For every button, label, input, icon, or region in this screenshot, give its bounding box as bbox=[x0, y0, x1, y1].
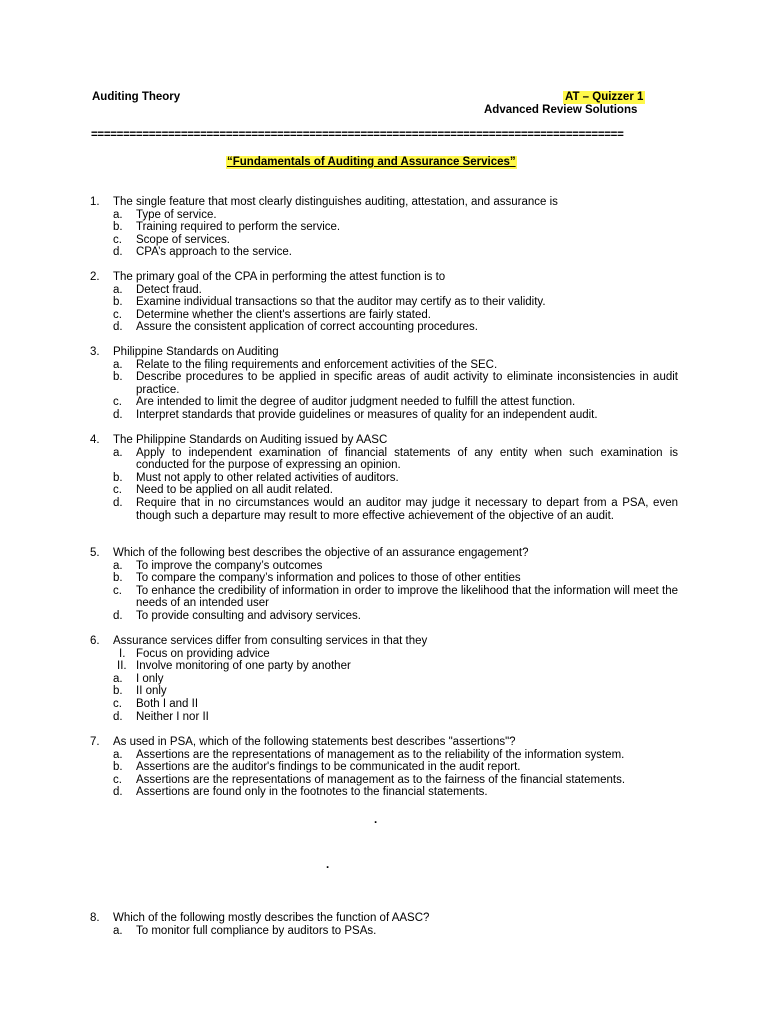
question-number: 2. bbox=[90, 271, 100, 283]
question-6 bbox=[90, 635, 678, 723]
question-text: As used in PSA, which of the following statements best describes "assertions"? bbox=[113, 736, 516, 748]
question-text: Philippine Standards on Auditing bbox=[113, 346, 279, 358]
answer-option: b. To compare the company’s information and polices to those of other entities bbox=[113, 572, 521, 585]
question-number: 3. bbox=[90, 346, 100, 358]
question-text: Assurance services differ from consulting services in that they bbox=[113, 635, 428, 647]
answer-option: c. Assertions are the representations of management as to the fairness of the financial statements. bbox=[113, 773, 626, 786]
answer-option: b. Must not apply to other related activities of auditors. bbox=[113, 471, 399, 484]
separator-rule: =================================================================================== bbox=[91, 129, 624, 141]
answer-option: c. To enhance the credibility of information in order to improve the likelihood that the information will meet the needs of an intended user bbox=[113, 584, 678, 610]
question-stem bbox=[90, 434, 678, 447]
question-text: Which of the following mostly describes the function of AASC? bbox=[113, 912, 430, 924]
statement-option: I. Focus on providing advice bbox=[119, 647, 270, 660]
question-number: 7. bbox=[90, 736, 100, 748]
subject-heading: Auditing Theory bbox=[92, 91, 181, 103]
answer-option: c. Both I and II bbox=[113, 697, 199, 710]
question-stem bbox=[90, 736, 678, 749]
publisher-name: Advanced Review Solutions bbox=[484, 104, 638, 116]
question-7 bbox=[90, 736, 678, 799]
answer-option: a. Apply to independent examination of financial statements of any entity when such examination is conducted for the purpose of expressing an opinion. bbox=[113, 446, 678, 472]
answer-option: a. Type of service. bbox=[113, 208, 217, 221]
answer-option: d. Interpret standards that provide guidelines or measures of quality for an independent audit. bbox=[113, 408, 598, 421]
question-1 bbox=[90, 196, 678, 259]
quiz-title: AT – Quizzer 1 bbox=[565, 91, 644, 103]
answer-option: c. Are intended to limit the degree of auditor judgment needed to fulfill the attest function. bbox=[113, 396, 576, 409]
question-number: 8. bbox=[90, 912, 100, 924]
answer-option: a. Detect fraud. bbox=[113, 283, 202, 296]
question-stem bbox=[90, 271, 678, 284]
document-title: “Fundamentals of Auditing and Assurance Services” bbox=[227, 156, 516, 168]
question-3 bbox=[90, 346, 678, 422]
stray-dot: . bbox=[326, 859, 330, 871]
question-number: 6. bbox=[90, 635, 100, 647]
question-number: 1. bbox=[90, 196, 100, 208]
answer-option: d. Assertions are found only in the footnotes to the financial statements. bbox=[113, 786, 488, 799]
answer-option: a. Relate to the filing requirements and enforcement activities of the SEC. bbox=[113, 358, 498, 371]
answer-option: c. Determine whether the client's assertions are fairly stated. bbox=[113, 308, 431, 321]
answer-option: d. Require that in no circumstances would an auditor may judge it necessary to depart from a PSA, even though such a departure may result to more effective achievement of the objective of an audit. bbox=[113, 496, 678, 522]
question-stem bbox=[90, 346, 678, 359]
answer-option: c. Need to be applied on all audit related. bbox=[113, 484, 333, 497]
question-stem bbox=[90, 196, 678, 209]
answer-option: d. Assure the consistent application of correct accounting procedures. bbox=[113, 321, 478, 334]
answer-option: a. To monitor full compliance by auditors to PSAs. bbox=[113, 924, 377, 937]
question-number: 4. bbox=[90, 434, 100, 446]
question-5 bbox=[90, 547, 678, 623]
answer-option: a. I only bbox=[113, 672, 164, 685]
question-number: 5. bbox=[90, 547, 100, 559]
answer-option: c. Scope of services. bbox=[113, 233, 230, 246]
question-text: The single feature that most clearly distinguishes auditing, attestation, and assurance is bbox=[113, 196, 558, 208]
question-8 bbox=[90, 912, 678, 937]
answer-option: d. To provide consulting and advisory services. bbox=[113, 609, 362, 622]
question-text: The Philippine Standards on Auditing issued by AASC bbox=[113, 434, 388, 446]
answer-option: a. Assertions are the representations of management as to the reliability of the information system. bbox=[113, 748, 625, 761]
question-stem bbox=[90, 912, 678, 925]
question-4 bbox=[90, 434, 678, 522]
stray-dot: . bbox=[374, 814, 378, 826]
answer-option: b. II only bbox=[113, 685, 167, 698]
answer-option: b. Examine individual transactions so that the auditor may certify as to their validity. bbox=[113, 296, 546, 309]
statement-option: II. Involve monitoring of one party by another bbox=[117, 660, 351, 673]
answer-option: a. To improve the company’s outcomes bbox=[113, 559, 323, 572]
answer-option: b. Assertions are the auditor's findings to be communicated in the audit report. bbox=[113, 761, 521, 774]
question-stem bbox=[90, 547, 678, 560]
question-2 bbox=[90, 271, 678, 334]
answer-option: d. Neither I nor II bbox=[113, 710, 209, 723]
question-text: The primary goal of the CPA in performing the attest function is to bbox=[113, 271, 446, 283]
question-text: Which of the following best describes the objective of an assurance engagement? bbox=[113, 547, 529, 559]
answer-option: b. Training required to perform the service. bbox=[113, 221, 341, 234]
question-stem bbox=[90, 635, 678, 648]
answer-option: b. Describe procedures to be applied in specific areas of audit activity to eliminate inconsistencies in audit practice. bbox=[113, 371, 678, 396]
answer-option: d. CPA’s approach to the service. bbox=[113, 246, 292, 259]
